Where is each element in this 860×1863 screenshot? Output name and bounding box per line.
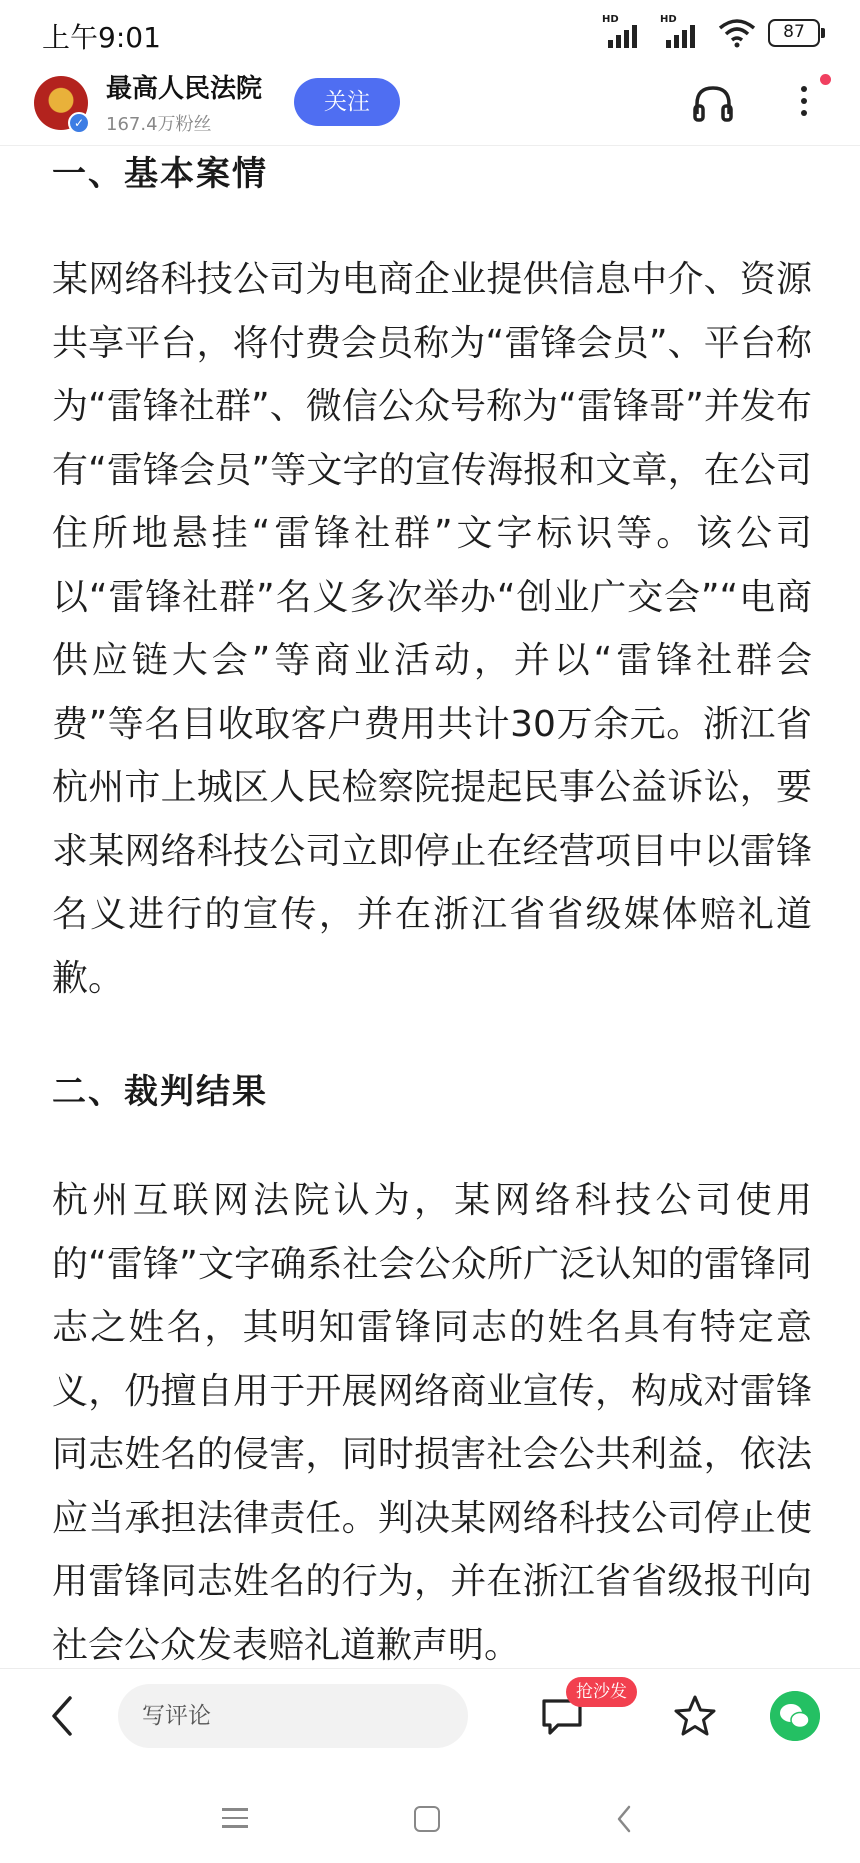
account-header [0, 68, 860, 146]
fans-count: 167.4万粉丝 [106, 114, 212, 135]
star-icon[interactable] [672, 1693, 718, 1739]
section-paragraph: 某网络科技公司为电商企业提供信息中介、资源共享平台，将付费会员称为“雷锋会员”、平台称为“雷锋社群”、微信公众号称为“雷锋哥”并发布有“雷锋会员”等文字的宣传海报和文章，在公司住所地悬挂“雷锋社群”文字标识等。该公司以“雷锋社群”名义多次举办“创业广交会”“电商供应链大会”等商业活动，并以“雷锋社群会费”等名目收取客户费用共计30万余元。浙江省杭州市上城区人民检察院提起民事公益诉讼，要求某网络科技公司立即停止在经营项目中以雷锋名义进行的宣传，并在浙江省省级媒体赔礼道歉。 [52, 259, 812, 999]
nav-back-icon[interactable] [614, 1804, 634, 1834]
battery-icon: 87 [768, 19, 820, 47]
follow-button[interactable]: 关注 [294, 78, 400, 126]
more-icon[interactable] [794, 80, 814, 128]
menu-icon[interactable] [222, 1808, 248, 1830]
status-time: 上午9:01 [42, 21, 161, 54]
wifi-icon [718, 18, 756, 48]
back-icon[interactable] [46, 1693, 78, 1739]
system-nav-bar [0, 1762, 860, 1863]
signal-icon [660, 14, 706, 48]
section-heading: 二、裁判结果 [52, 1072, 268, 1112]
signal-hd-label: HD [602, 14, 619, 25]
status-icons [602, 14, 820, 48]
home-icon[interactable] [414, 1806, 440, 1832]
sofa-badge: 抢沙发 [566, 1677, 637, 1707]
signal-hd-label: HD [660, 14, 677, 25]
action-bar [0, 1668, 860, 1762]
section-paragraph: 杭州互联网法院认为，某网络科技公司使用的“雷锋”文字确系社会公众所广泛认知的雷锋同志之姓名，其明知雷锋同志的姓名具有特定意义，仍擅自用于开展网络商业宣传，构成对雷锋同志姓名的侵害，同时损害社会公共利益，依法应当承担法律责任。判决某网络科技公司停止使用雷锋同志姓名的行为，并在浙江省省级报刊向社会公众发表赔礼道歉声明。 [52, 1180, 812, 1666]
notification-dot [820, 74, 831, 85]
verified-icon: ✓ [68, 112, 90, 134]
headphones-icon[interactable] [692, 84, 734, 124]
wechat-icon[interactable] [770, 1691, 820, 1741]
section-heading: 一、基本案情 [52, 154, 268, 194]
signal-icon [602, 14, 648, 48]
comment-input[interactable]: 写评论 [118, 1684, 468, 1748]
account-name[interactable]: 最高人民法院 [106, 74, 263, 104]
status-bar [0, 0, 860, 68]
